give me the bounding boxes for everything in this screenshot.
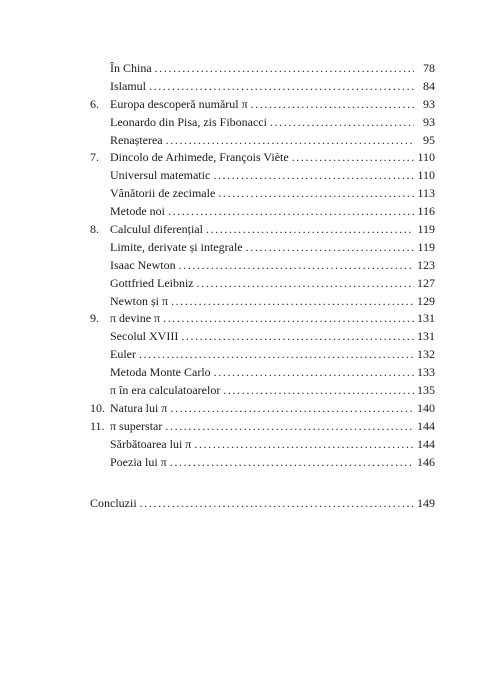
- dot-leader: [218, 185, 414, 203]
- toc-entry-line: [110, 436, 435, 454]
- toc-chapter-entry: [90, 221, 435, 239]
- toc-entry-page: 119: [417, 222, 435, 237]
- toc-entry-title: Isaac Newton: [110, 257, 176, 272]
- section-gap: [90, 471, 435, 495]
- dot-leader: [170, 400, 414, 418]
- toc-subsection-entry: [90, 203, 435, 221]
- toc-entry-page: 110: [417, 150, 435, 165]
- toc-entry-page: 131: [417, 329, 435, 344]
- dot-leader: [170, 454, 414, 472]
- dot-leader: [166, 132, 414, 150]
- toc-entry-page: 95: [423, 132, 435, 147]
- dot-leader: [163, 310, 414, 328]
- toc-entry-line: [110, 328, 435, 346]
- toc-entry-page: 144: [417, 436, 435, 451]
- toc-entry-line: [110, 203, 435, 221]
- toc-entry-line: [110, 221, 435, 239]
- dot-leader: [168, 203, 414, 221]
- toc-entry-page: 119: [417, 239, 435, 254]
- toc-entry-page: 116: [417, 204, 435, 219]
- toc-subsection-entry: [90, 454, 435, 472]
- toc-entry-page: 113: [417, 186, 435, 201]
- toc-subsection-entry: [90, 382, 435, 400]
- dot-leader: [181, 328, 414, 346]
- toc-entry-line: [110, 310, 435, 328]
- toc-entry-page: 146: [417, 454, 435, 469]
- toc-chapter-entry: [90, 418, 435, 436]
- toc-entry-page: 129: [417, 293, 435, 308]
- toc-entry-line: [110, 293, 435, 311]
- dot-leader: [292, 149, 414, 167]
- toc-entry-page: 132: [417, 347, 435, 362]
- toc-entry-line: [110, 132, 435, 150]
- toc-entry-line: [110, 364, 435, 382]
- toc-entry-title: Euler: [110, 347, 136, 362]
- toc-entry-line: [110, 382, 435, 400]
- toc-entry-title: π superstar: [110, 418, 163, 433]
- toc-entry-title: Europa descoperă numărul π: [110, 96, 248, 111]
- dot-leader: [179, 257, 414, 275]
- toc-chapter-entry: [90, 96, 435, 114]
- toc-subsection-entry: [90, 275, 435, 293]
- toc-entry-title: Vânătorii de zecimale: [110, 186, 216, 201]
- toc-chapter-number: 8.: [90, 222, 99, 237]
- dot-leader: [139, 346, 414, 364]
- toc-subsection-entry: [90, 293, 435, 311]
- toc-entry-page: 93: [423, 96, 435, 111]
- toc-entry-line: [110, 400, 435, 418]
- toc-entry-title: Dincolo de Arhimede, François Viète: [110, 150, 289, 165]
- toc-subsection-entry: [90, 239, 435, 257]
- toc-entry-title: Metoda Monte Carlo: [110, 365, 211, 380]
- toc-entry-title: Newton și π: [110, 293, 169, 308]
- toc-entry-line: [90, 495, 435, 513]
- toc-entry-page: 131: [417, 311, 435, 326]
- toc-entry-title: Sărbătoarea lui π: [110, 436, 192, 451]
- toc-entry-title: Renașterea: [110, 132, 163, 147]
- toc-entry-page: 78: [423, 61, 435, 75]
- toc-subsection-entry: [90, 328, 435, 346]
- toc-chapter-number: 7.: [90, 150, 99, 165]
- dot-leader: [165, 418, 414, 436]
- toc-subsection-entry: [90, 436, 435, 454]
- toc-entry-title: Concluzii: [90, 496, 137, 511]
- toc-subsection-entry: [90, 364, 435, 382]
- dot-leader: [246, 239, 414, 257]
- toc-subsection-entry: [90, 114, 435, 132]
- toc-entry-title: Universul matematic: [110, 168, 211, 183]
- toc-chapter-number: 6.: [90, 96, 99, 111]
- toc-entry-line: [110, 418, 435, 436]
- dot-leader: [171, 293, 414, 311]
- toc-entry-title: Calculul diferențial: [110, 222, 203, 237]
- toc-entry-line: [110, 275, 435, 293]
- toc-entry-title: π în era calculatoarelor: [110, 383, 221, 398]
- toc-entry-line: [110, 167, 435, 185]
- toc-entry-line: [110, 257, 435, 275]
- table-of-contents: [90, 60, 435, 513]
- toc-subsection-entry: [90, 78, 435, 96]
- toc-entry-page: 133: [417, 365, 435, 380]
- toc-entry-page: 110: [417, 168, 435, 183]
- toc-entry-page: 84: [423, 78, 435, 93]
- toc-entry-line: [110, 96, 435, 114]
- toc-entry-page: 144: [417, 418, 435, 433]
- dot-leader: [149, 78, 414, 96]
- toc-subsection-entry: [90, 60, 435, 78]
- dot-leader: [223, 382, 414, 400]
- toc-entry-page: 127: [417, 275, 435, 290]
- dot-leader: [194, 436, 414, 454]
- toc-entry-page: 149: [417, 496, 435, 511]
- toc-entry-page: 123: [417, 257, 435, 272]
- toc-subsection-entry: [90, 167, 435, 185]
- toc-entry-title: Limite, derivate și integrale: [110, 239, 243, 254]
- dot-leader: [140, 495, 414, 513]
- dot-leader: [251, 96, 414, 114]
- toc-chapter-entry: [90, 149, 435, 167]
- toc-chapter-entry: [90, 310, 435, 328]
- toc-chapter-number: 11.: [90, 418, 105, 433]
- toc-entry-title: Poezia lui π: [110, 454, 167, 469]
- toc-chapter-number: 10.: [90, 400, 105, 415]
- toc-entry-title: Leonardo din Pisa, zis Fibonacci: [110, 114, 267, 129]
- toc-entry-page: 135: [417, 383, 435, 398]
- toc-subsection-entry: [90, 132, 435, 150]
- toc-entry-title: Secolul XVIII: [110, 329, 179, 344]
- toc-entry-title: Islamul: [110, 78, 146, 93]
- toc-entry-line: [110, 114, 435, 132]
- toc-subsection-entry: [90, 185, 435, 203]
- dot-leader: [213, 167, 414, 185]
- dot-leader: [214, 364, 414, 382]
- toc-entry-line: [110, 149, 435, 167]
- toc-subsection-entry: [90, 257, 435, 275]
- dot-leader: [155, 60, 414, 78]
- toc-entries: [90, 60, 435, 471]
- toc-entry-page: 140: [417, 400, 435, 415]
- toc-chapter-entry: [90, 400, 435, 418]
- toc-entry-line: [110, 454, 435, 472]
- dot-leader: [197, 275, 414, 293]
- dot-leader: [270, 114, 414, 132]
- toc-chapter-number: 9.: [90, 311, 99, 326]
- toc-entry-title: Gottfried Leibniz: [110, 275, 194, 290]
- toc-entry-page: 93: [423, 114, 435, 129]
- toc-entry-conclusion: [90, 495, 435, 513]
- toc-entry-line: [110, 239, 435, 257]
- toc-entry-line: [110, 346, 435, 364]
- toc-entry-line: [110, 78, 435, 96]
- toc-subsection-entry: [90, 346, 435, 364]
- toc-entry-line: [110, 185, 435, 203]
- toc-entry-title: π devine π: [110, 311, 161, 326]
- toc-entry-title: Metode noi: [110, 204, 165, 219]
- toc-entry-title: Natura lui π: [110, 400, 168, 415]
- dot-leader: [206, 221, 414, 239]
- toc-entry-title: În China: [110, 61, 152, 75]
- toc-entry-line: [110, 60, 435, 78]
